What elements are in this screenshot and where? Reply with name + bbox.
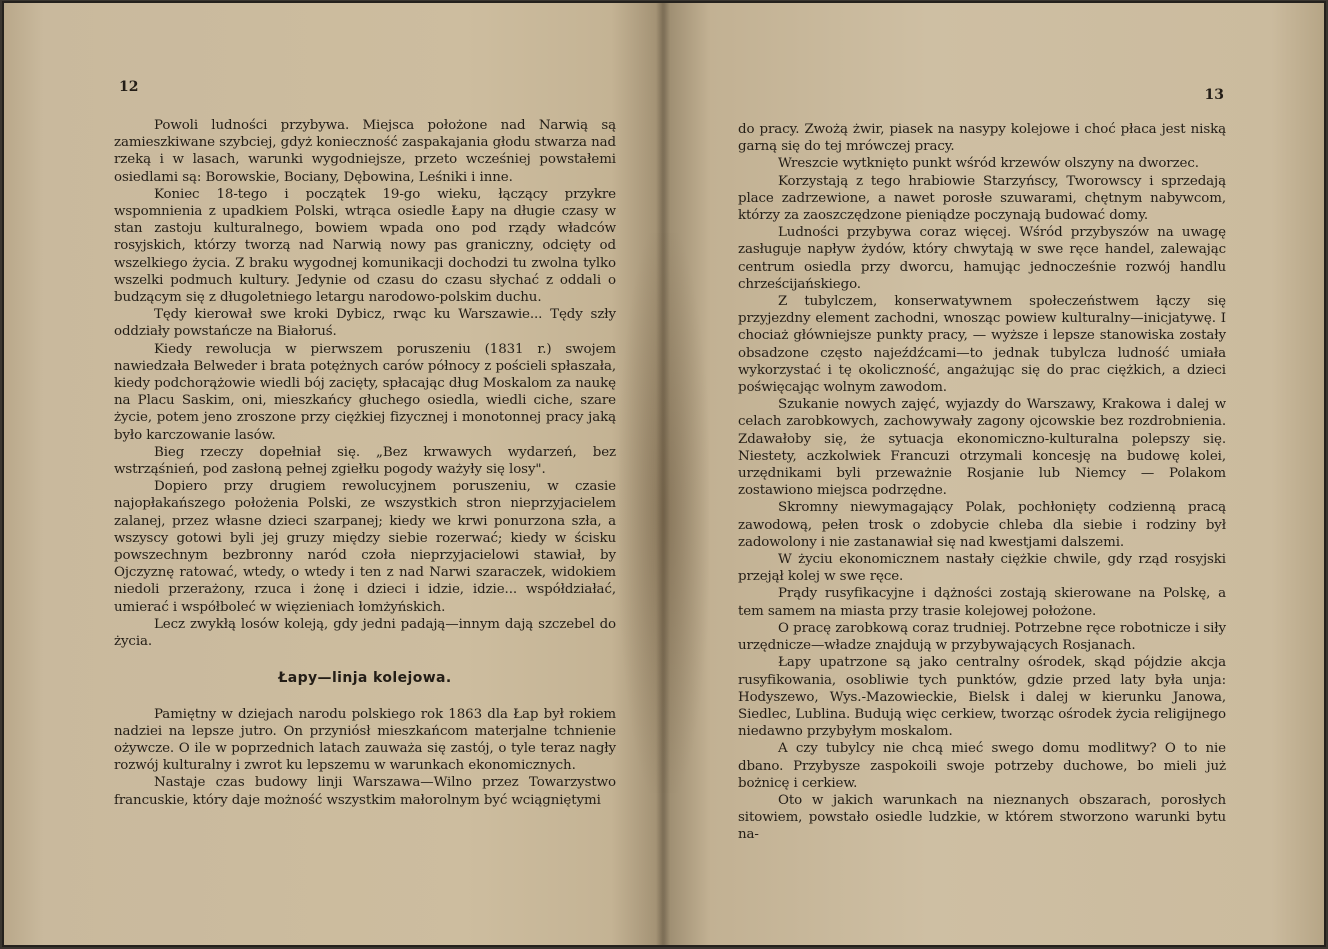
- page-number: 12: [119, 79, 139, 95]
- paragraph: Skromny niewymagający Polak, pochłonięty codzienną pracą zawodową, pełen trosk o zdobycie chleba dla siebie i rodziny był zadowolony i nie zastanawiał się nad kwestjami dalszemi.: [738, 500, 1226, 550]
- page-number: 13: [1204, 87, 1224, 103]
- paragraph: Nastaje czas budowy linji Warszawa—Wilno przez Towarzystwo francuskie, który daje możność wszystkim małorolnym być wciągniętymi: [114, 775, 616, 808]
- paragraph: Z tubylczem, konserwatywnem społeczeństwem łączy się przyjezdny element zachodni, wnosząc powiew kulturalny—inicjatywę. I chociaż główniejsze punkty pracy, — wyższe i lepsze stanowiska zostały obsadzone często najeźdźcami—to jednak tubylcza ludność umiała wykorzystać i tę okoliczność, angażując się do prac ciężkich, a dzieci poświęcając wolnym zawodom.: [738, 294, 1226, 396]
- section-heading: Łapy—linja kolejowa.: [278, 670, 452, 687]
- paragraph: A czy tubylcy nie chcą mieć swego domu modlitwy? O to nie dbano. Przybysze zaspokoili swoje potrzeby duchowe, bo mieli już bożnicę i cerkiew.: [738, 741, 1226, 791]
- left-page: [4, 3, 664, 945]
- paragraph: O pracę zarobkową coraz trudniej. Potrzebne ręce robotnicze i siły urzędnicze—władze znajdują w przybywających Rosjanach.: [738, 620, 1226, 654]
- paragraph: Wreszcie wytknięto punkt wśród krzewów olszyny na dworzec.: [778, 156, 1199, 172]
- paragraph: Prądy rusyfikacyjne i dążności zostają skierowane na Polskę, a tem samem na miasta przy trasie kolejowej położone.: [738, 586, 1226, 619]
- paragraph: Łapy upatrzone są jako centralny ośrodek, skąd pójdzie akcja rusyfikowania, osobliwie tych punktów, gdzie przed laty była unja: Hodyszewo, Wys.-Mazowieckie, Bielsk i dalej w kierunku Janowa, Siedlec, Lublina. Budują więc cerkiew, tworząc ośrodek życia religijnego niedawno przybyłym moskalom.: [738, 655, 1226, 740]
- paragraph: Oto w jakich warunkach na nieznanych obszarach, porosłych sitowiem, powstało osiedle ludzkie, w którem stworzono warunki bytu na-: [738, 792, 1226, 843]
- page-text: [114, 117, 616, 809]
- paragraph: Koniec 18-tego i początek 19-go wieku, łączący przykre wspomnienia z upadkiem Polski, wtrąca osiedle Łapy na długie czasy w stan zastoju kulturalnego, bowiem wpada ono pod rządy władców rosyjskich, którzy tworzą nad Narwią nowy pas graniczny, odcięty od wszelkiego życia. Z braku wygodnej komunikacji dochodzi tu zwolna tylko wszelki podmuch kultury. Jedynie od czasu do czasu słychać z oddali o budzącym się z długoletniego letargu narodowo-polskim duchu.: [114, 186, 616, 306]
- paragraph: Tędy kierował swe kroki Dybicz, rwąc ku Warszawie... Tędy szły oddziały powstańcze na Białoruś.: [114, 307, 616, 340]
- paragraph: Pamiętny w dziejach narodu polskiego rok 1863 dla Łap był rokiem nadziei na lepsze jutro. On przyniósł mieszkańcom materjalne tchnienie ożywcze. O ile w poprzednich latach zauważa się zastój, o tyle teraz nagły rozwój kulturalny i zwrot ku lepszemu w warunkach ekonomicznych.: [114, 706, 616, 774]
- paragraph: Bieg rzeczy dopełniał się. „Bez krwawych wydarzeń, bez wstrząśnień, pod zasłoną pełnej zgiełku pogody ważyły się losy".: [114, 444, 616, 478]
- paragraph: Kiedy rewolucja w pierwszem poruszeniu (1831 r.) swojem nawiedzała Belweder i brata potężnych carów północy z pościeli spłaszała, kiedy podchorążowie wiedli bój zacięty, spłacając dług Moskalom za naukę na Placu Saskim, oni, mieszkańcy głuchego osiedla, wiedli ciche, szare życie, potem jeno zroszone przy ciężkiej fizycznej i monotonnej pracy jaką było karczowanie lasów.: [114, 341, 616, 443]
- paragraph-continuation: do pracy. Zwożą żwir, piasek na nasypy kolejowe i choć płaca jest niską garną się do tej mrówczej pracy.: [738, 122, 1226, 155]
- right-page: [664, 3, 1324, 945]
- page-text: [738, 121, 1226, 844]
- paragraph: Ludności przybywa coraz więcej. Wśród przybyszów na uwagę zasługuje napływ żydów, który chwytają w swe ręce handel, zalewając centrum osiedla przy dworcu, hamując jednocześnie rozwój handlu chrześcijańskiego.: [738, 225, 1226, 292]
- paragraph: Powoli ludności przybywa. Miejsca położone nad Narwią są zamieszkiwane szybciej, gdyż konieczność zaspakajania głodu stwarza nad rzeką i w lasach, warunki wygodniejsze, przeto wcześniej powstałemi osiedlami są: Borowskie, Bociany, Dębowina, Leśniki i inne.: [114, 118, 616, 185]
- paragraph: Dopiero przy drugiem rewolucyjnem poruszeniu, w czasie najopłakańszego położenia Polski, ze wszystkich stron nieprzyjacielem zalanej, przez własne dzieci szarpanej; kiedy we krwi ponurzona szła, a wszyscy gotowi byli jej gruzy między siebie rozerwać; kiedy w ścisku powszechnym bezbronny naród czoła nieprzyjacielowi stawiał, by Ojczyznę ratować, wtedy, o wtedy i ten z nad Narwi szaraczek, widokiem niedoli przerażony, rzuca i żonę i dzieci i idzie, idzie... współdziałać, umierać i współboleć w więzieniach łomżyńskich.: [114, 479, 616, 615]
- paragraph: Lecz zwykłą losów koleją, gdy jedni padają—innym dają szczebel do życia.: [114, 616, 616, 650]
- paragraph: Szukanie nowych zajęć, wyjazdy do Warszawy, Krakowa i dalej w celach zarobkowych, zachowywały zagony ojcowskie bez rozdrobnienia. Zdawałoby się, że sytuacja ekonomiczno-kulturalna polepszy się. Niestety, aczkolwiek Francuzi otrzymali koncesję na budowę kolei, urzędnikami byli przeważnie Rosjanie lub Niemcy — Polakom zostawiono miejsca podrzędne.: [738, 397, 1226, 499]
- paragraph: Korzystają z tego hrabiowie Starzyńscy, Tworowscy i sprzedają place zadrzewione, a nawet porosłe szuwarami, chętnym nabywcom, którzy za zaoszczędzone pieniądze poczynają budować domy.: [738, 173, 1226, 224]
- paragraph: W życiu ekonomicznem nastały ciężkie chwile, gdy rząd rosyjski przejął kolej w swe ręce.: [738, 552, 1226, 585]
- book-spread: [4, 3, 1324, 945]
